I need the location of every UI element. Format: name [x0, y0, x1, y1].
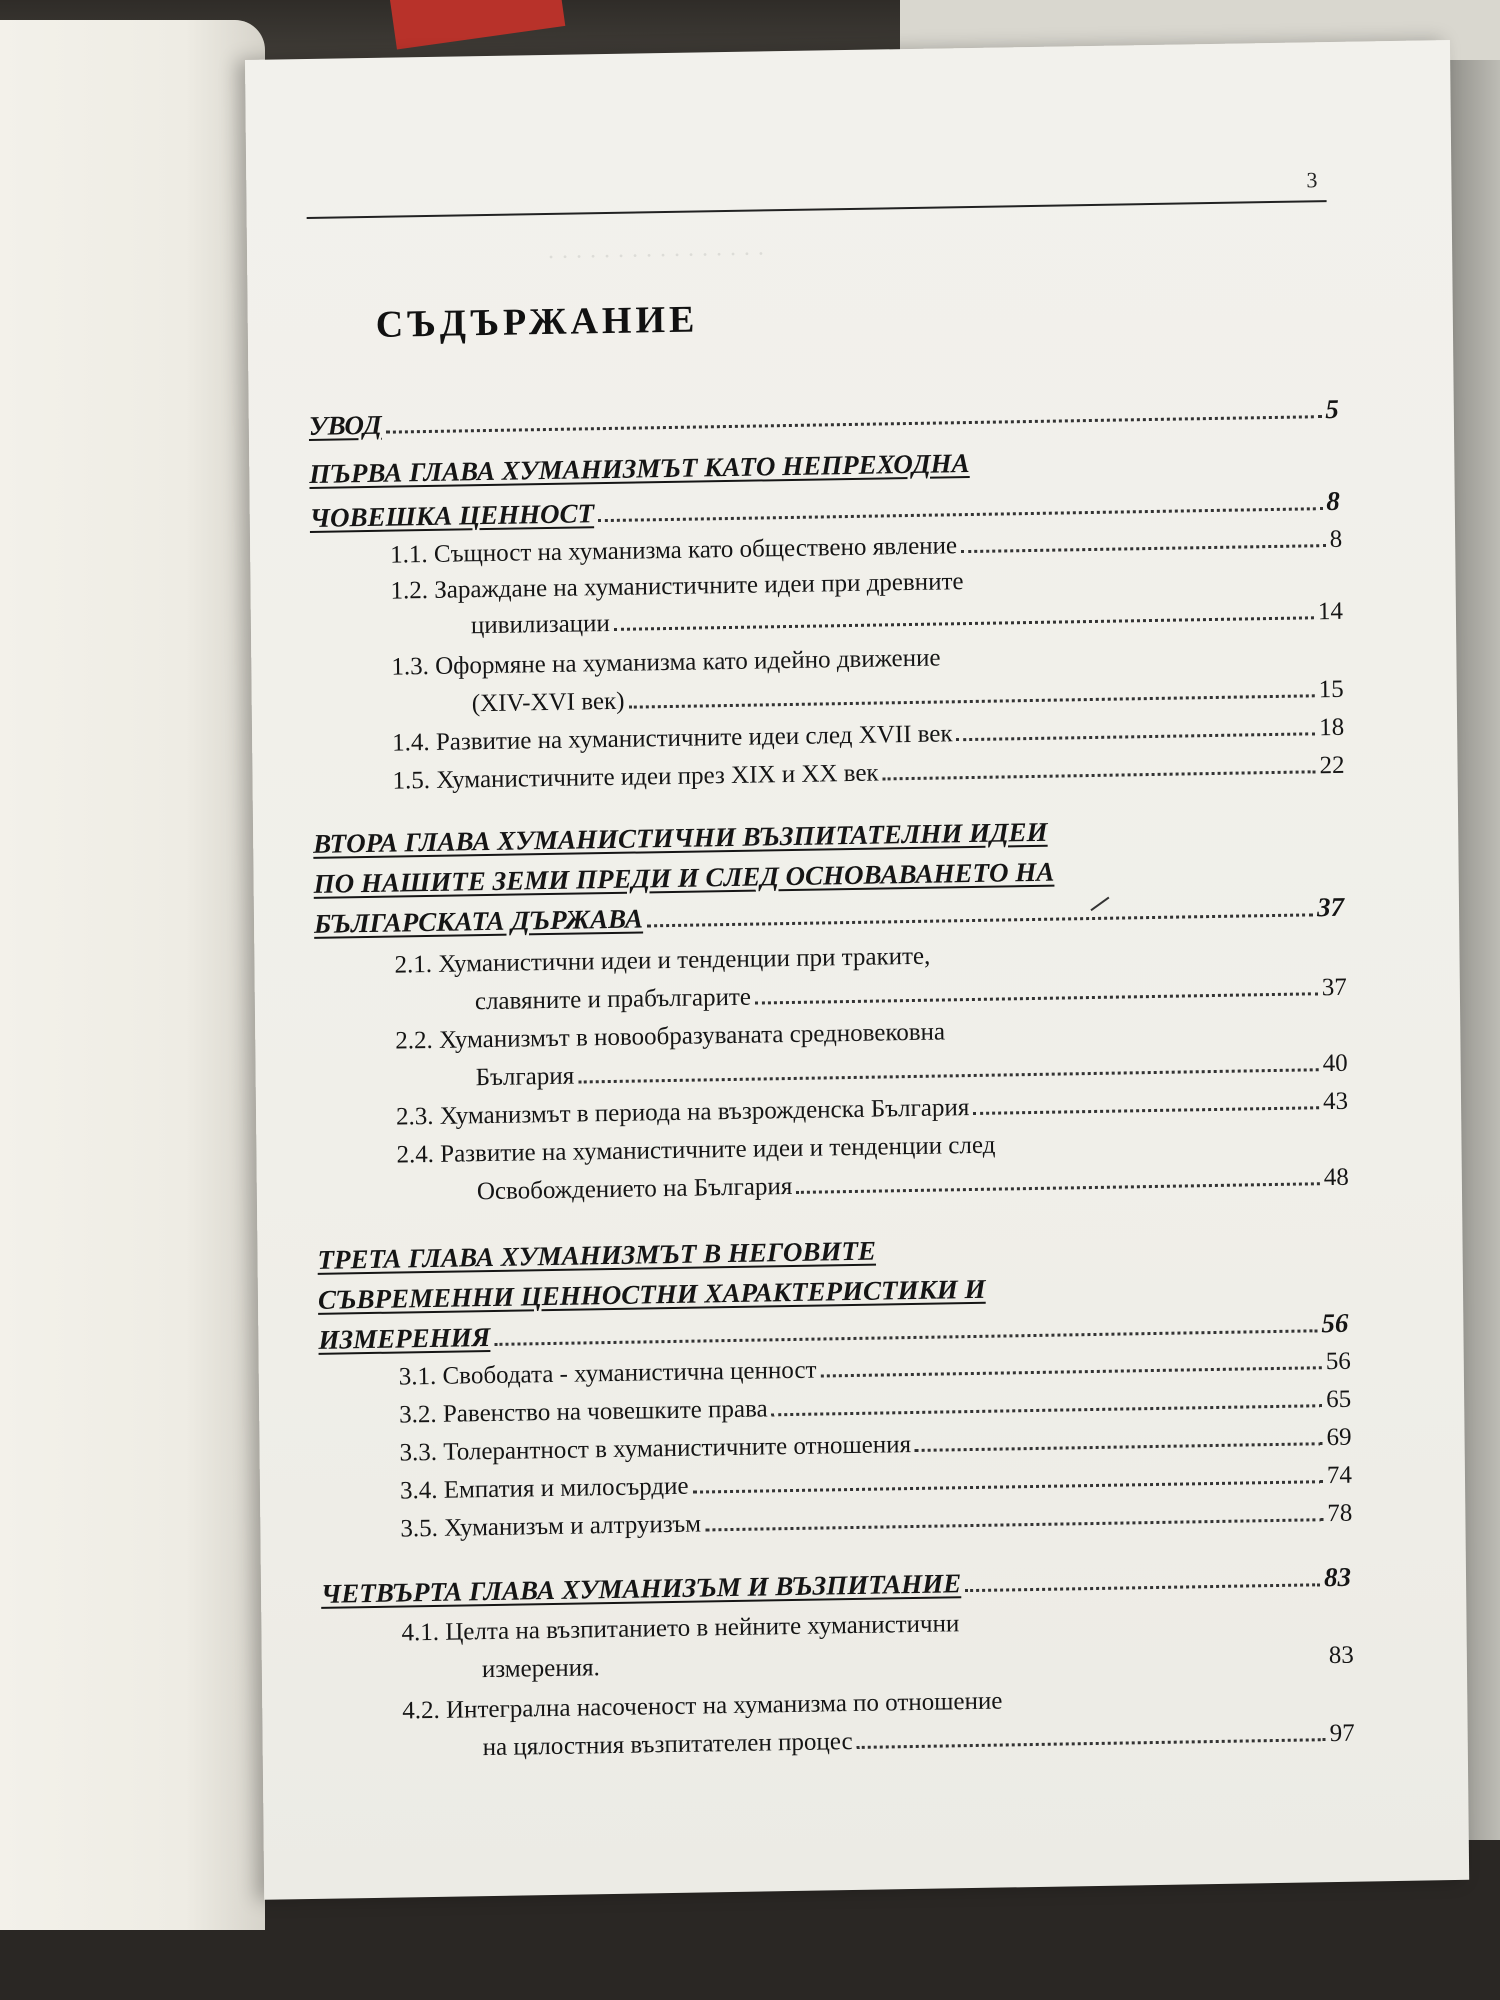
- leader-dots: [494, 1329, 1317, 1346]
- leader-dots: [578, 1068, 1318, 1083]
- leader-dots: [647, 913, 1313, 927]
- leader-dots: [821, 1366, 1322, 1377]
- toc-section[interactable]: [471, 598, 1343, 640]
- section-title: Освобождението на България: [476, 1172, 793, 1206]
- toc-section[interactable]: [400, 1462, 1352, 1506]
- toc-page: 8: [1329, 525, 1343, 554]
- toc-section[interactable]: [396, 1088, 1348, 1132]
- toc-section[interactable]: [472, 676, 1344, 718]
- toc-page: 69: [1326, 1423, 1352, 1452]
- chapter-heading[interactable]: СЪВРЕМЕННИ ЦЕННОСТНИ ХАРАКТЕРИСТИКИ И: [317, 1273, 986, 1315]
- toc-page: 83: [1328, 1641, 1354, 1670]
- toc-section[interactable]: [475, 974, 1347, 1016]
- section-title: 1.4. Развитие на хуманистичните идеи след XVII век: [392, 720, 953, 757]
- section-title: България: [475, 1062, 575, 1092]
- section-title: на цялостния възпитателен процес: [482, 1728, 853, 1762]
- toc-page: 37: [1316, 891, 1345, 923]
- toc-section[interactable]: [400, 1500, 1352, 1544]
- toc-page: 5: [1325, 393, 1339, 425]
- leader-dots: [961, 544, 1326, 553]
- toc-section[interactable]: [399, 1348, 1351, 1392]
- leader-dots: [883, 770, 1316, 780]
- page-number: 3: [1306, 167, 1318, 193]
- leader-dots: [857, 1738, 1326, 1749]
- toc-page: 56: [1321, 1307, 1349, 1339]
- toc-section[interactable]: [392, 714, 1344, 758]
- chapter-heading: БЪЛГАРСКАТА ДЪРЖАВА: [313, 903, 644, 939]
- section-title[interactable]: 4.2. Интегрална насоченост на хуманизма по отношение: [402, 1687, 1003, 1725]
- leader-dots: [796, 1182, 1320, 1194]
- leader-dots: [614, 616, 1314, 631]
- toc-section[interactable]: [476, 1050, 1348, 1092]
- section-title: 3.2. Равенство на човешките права: [399, 1395, 768, 1429]
- toc-page: 83: [1323, 1561, 1352, 1593]
- section-title[interactable]: 4.1. Целта на възпитанието в нейните хуманистични: [401, 1610, 960, 1647]
- leader-dots: [957, 732, 1316, 741]
- toc-page: 14: [1317, 597, 1344, 626]
- page-title: СЪДЪРЖАНИЕ: [375, 298, 699, 346]
- chapter-heading[interactable]: ПО НАШИТЕ ЗЕМИ ПРЕДИ И СЛЕД ОСНОВАВАНЕТО НА: [313, 856, 1055, 899]
- leader-dots: [705, 1518, 1323, 1531]
- toc-chapter[interactable]: [314, 892, 1344, 940]
- toc-section[interactable]: [399, 1386, 1351, 1430]
- section-title[interactable]: 2.2. Хуманизмът в новообразуваната средновековна: [395, 1018, 946, 1055]
- book-page: [245, 40, 1469, 1900]
- section-title: 1.5. Хуманистичните идеи през XIX и XX век: [392, 759, 879, 795]
- toc-section[interactable]: [482, 1642, 1354, 1684]
- section-title: 3.4. Емпатия и милосърдие: [399, 1472, 689, 1505]
- chapter-heading: ИЗМЕРЕНИЯ: [318, 1322, 491, 1355]
- toc-section[interactable]: [390, 526, 1342, 570]
- toc-page: 22: [1319, 751, 1345, 780]
- toc-intro[interactable]: [309, 394, 1339, 442]
- toc-section[interactable]: [483, 1720, 1355, 1762]
- toc-page: 43: [1322, 1087, 1349, 1116]
- section-title: цивилизации: [470, 609, 610, 640]
- toc-section[interactable]: [392, 752, 1344, 796]
- chapter-heading: ЧЕТВЪРТА ГЛАВА ХУМАНИЗЪМ И ВЪЗПИТАНИЕ: [320, 1568, 962, 1609]
- leader-dots: [693, 1480, 1323, 1493]
- leader-dots: [604, 1660, 1325, 1675]
- toc-page: 15: [1318, 675, 1344, 704]
- toc-chapter[interactable]: [310, 486, 1340, 534]
- toc-intro-label: УВОД: [308, 409, 382, 441]
- section-title: 2.3. Хуманизмът в периода на възрожденска България: [395, 1094, 970, 1131]
- section-title: (XIV-XVI век): [471, 687, 625, 718]
- leader-dots: [973, 1106, 1319, 1115]
- leader-dots: [598, 507, 1322, 522]
- toc-page: 37: [1321, 973, 1347, 1002]
- header-rule: [307, 200, 1327, 219]
- toc-page: 18: [1318, 713, 1345, 742]
- section-title[interactable]: 2.1. Хуманистични идеи и тенденции при траките,: [394, 942, 931, 979]
- toc-section[interactable]: [477, 1164, 1349, 1206]
- chapter-heading: ЧОВЕШКА ЦЕННОСТ: [309, 498, 595, 533]
- show-through-text: · · · · · · · · · · · · · · · ·: [546, 241, 766, 272]
- toc-page: 48: [1323, 1163, 1349, 1192]
- leader-dots: [772, 1404, 1323, 1416]
- section-title: 3.1. Свободата - хуманистична ценност: [398, 1356, 817, 1391]
- section-title[interactable]: 1.2. Зараждане на хуманистичните идеи при древните: [390, 568, 964, 605]
- section-title: 1.1. Същност на хуманизма като обществено явление: [390, 532, 958, 569]
- toc-chapter[interactable]: [318, 1308, 1348, 1356]
- section-title: 3.3. Толерантност в хуманистичните отношения: [399, 1431, 912, 1467]
- toc-page: 65: [1326, 1385, 1352, 1414]
- leader-dots: [386, 415, 1322, 434]
- chapter-heading[interactable]: ПЪРВА ГЛАВА ХУМАНИЗМЪТ КАТО НЕПРЕХОДНА: [309, 448, 970, 489]
- leader-dots: [755, 992, 1318, 1004]
- section-title: 3.5. Хуманизъм и алтруизъм: [400, 1510, 702, 1543]
- toc-section[interactable]: [399, 1424, 1351, 1468]
- section-title: измерения.: [481, 1654, 600, 1684]
- toc-page: 40: [1322, 1049, 1348, 1078]
- section-title: славяните и прабългарите: [474, 983, 752, 1016]
- leader-dots: [965, 1583, 1320, 1592]
- chapter-heading[interactable]: ВТОРА ГЛАВА ХУМАНИСТИЧНИ ВЪЗПИТАТЕЛНИ ИДЕИ: [313, 816, 1048, 859]
- toc-page: 78: [1327, 1499, 1353, 1528]
- section-title[interactable]: 1.3. Оформяне на хуманизма като идейно движение: [391, 644, 941, 681]
- left-page: [0, 20, 265, 1930]
- toc-page: 56: [1325, 1347, 1351, 1376]
- toc-page: 8: [1326, 485, 1340, 517]
- toc-page: 97: [1329, 1719, 1355, 1748]
- toc-chapter[interactable]: [321, 1562, 1351, 1610]
- leader-dots: [629, 694, 1315, 708]
- chapter-heading[interactable]: ТРЕТА ГЛАВА ХУМАНИЗМЪТ В НЕГОВИТЕ: [317, 1235, 877, 1275]
- toc-page: 74: [1326, 1461, 1353, 1490]
- section-title[interactable]: 2.4. Развитие на хуманистичните идеи и тенденции след: [396, 1131, 996, 1169]
- leader-dots: [915, 1442, 1323, 1452]
